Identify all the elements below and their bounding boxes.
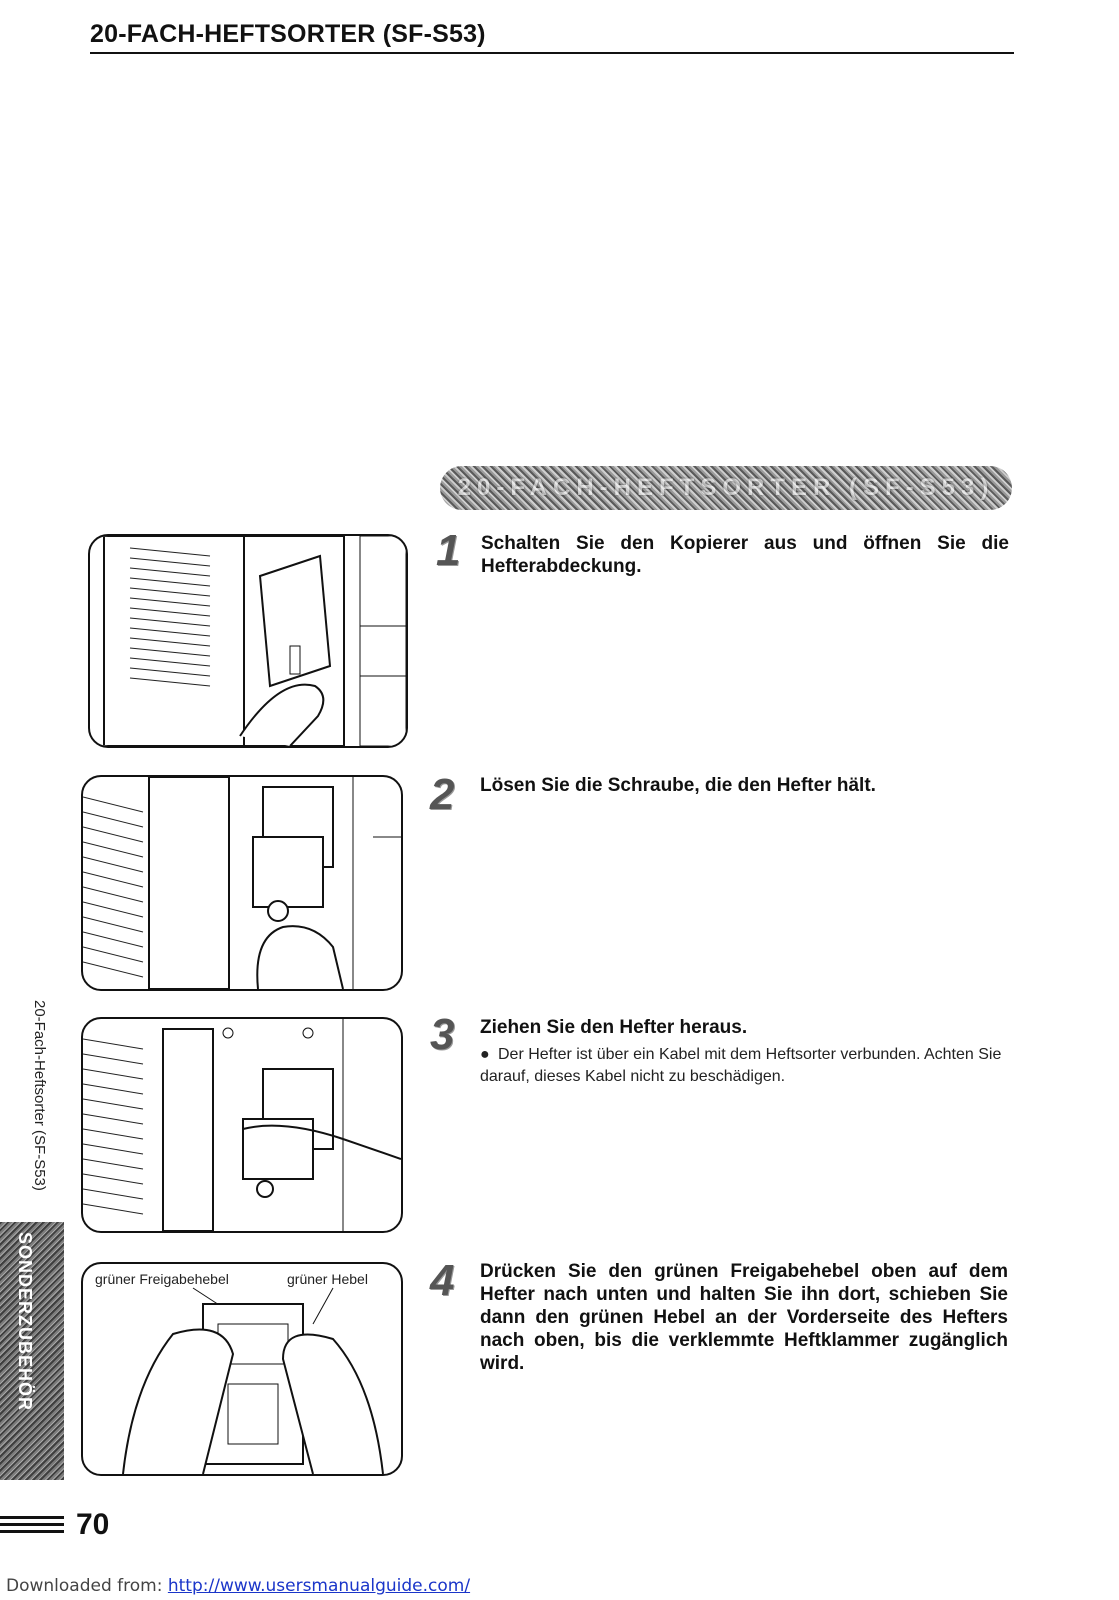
- illustration-open-cover: [90, 536, 406, 746]
- figure-step-1: [88, 534, 408, 748]
- page-title: 20-FACH-HEFTSORTER (SF-S53): [90, 20, 486, 48]
- step-3-note: [480, 1044, 1008, 1088]
- illustration-pull-out-stapler: [83, 1019, 401, 1231]
- page-number-rule: [0, 1516, 64, 1534]
- figure-step-3: [81, 1017, 403, 1233]
- step-2-text: Lösen Sie die Schraube, die den Hefter hält.: [480, 775, 876, 796]
- side-tab-label: SONDERZUBEHÖR: [15, 1232, 35, 1412]
- step-1-number: 1: [436, 526, 461, 575]
- step-2-number: 2: [430, 770, 455, 819]
- figure-step-4: [81, 1262, 403, 1476]
- step-4-text: Drücken Sie den grünen Freigabehebel oben auf dem Hefter nach unten und halten Sie ihn dort, schieben Sie dann den grünen Hebel an der Vorderseite des Hefters nach oben, bis die verklemmte Heftklammer zugänglich wird.: [480, 1261, 1008, 1374]
- illustration-release-lever: [83, 1264, 401, 1474]
- step-4-number: 4: [430, 1256, 455, 1305]
- label-green-lever: grüner Hebel: [287, 1271, 368, 1287]
- step-3-text: Ziehen Sie den Hefter heraus.: [480, 1017, 748, 1038]
- section-banner: [440, 466, 1012, 510]
- download-link[interactable]: http://www.usersmanualguide.com/: [167, 1576, 471, 1596]
- bullet-icon: ●: [480, 1046, 490, 1063]
- illustration-loosen-screw: [83, 777, 401, 989]
- header-rule: [90, 52, 1014, 54]
- section-banner-text: 20-FACH-HEFTSORTER (SF-S53): [457, 474, 995, 501]
- label-green-release-lever: grüner Freigabehebel: [95, 1271, 229, 1287]
- side-section-tab: [0, 1222, 64, 1480]
- page-number: 70: [76, 1508, 110, 1541]
- download-note: [6, 1576, 470, 1596]
- step-3-number: 3: [430, 1010, 455, 1059]
- side-running-label: 20-Fach-Heftsorter (SF-S53): [31, 1000, 48, 1191]
- step-3-note-text: Der Hefter ist über ein Kabel mit dem Heftsorter verbunden. Achten Sie darauf, dieses Kabel nicht zu beschädigen.: [480, 1046, 1002, 1085]
- step-1-text: Schalten Sie den Kopierer aus und öffnen Sie die Hefterabdeckung.: [481, 533, 1009, 577]
- figure-step-2: [81, 775, 403, 991]
- download-prefix: Downloaded from:: [6, 1576, 168, 1596]
